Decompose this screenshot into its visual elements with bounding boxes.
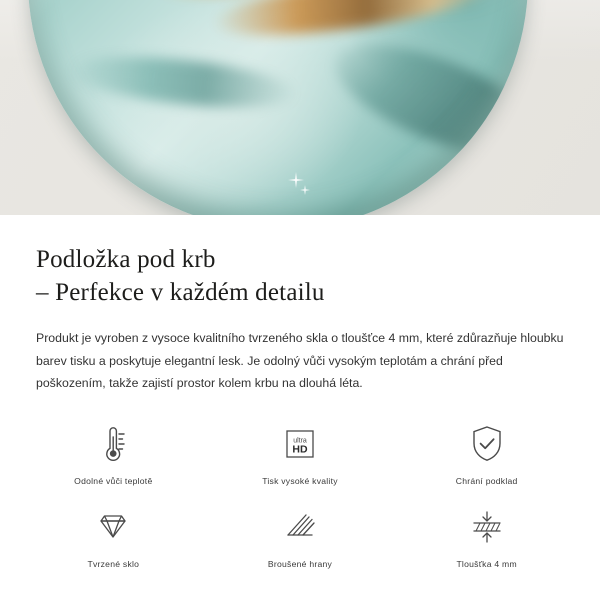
title-line-2: – Perfekce v každém detailu <box>36 279 325 306</box>
svg-text:HD: HD <box>292 443 308 456</box>
ultra-hd-icon <box>279 421 321 467</box>
feature-item-tempered-glass <box>20 504 207 569</box>
marble-teal-streak <box>321 22 528 179</box>
title-line-1: Podložka pod krb <box>36 246 216 273</box>
thermometer-icon <box>93 421 133 467</box>
feature-label: Chrání podklad <box>455 476 518 487</box>
feature-label: Broušené hrany <box>267 559 333 570</box>
diamond-icon <box>91 504 135 550</box>
svg-text:ultra: ultra <box>293 437 307 445</box>
feature-label: Odolné vůči teplotě <box>74 476 153 487</box>
marble-gold-streak <box>211 0 495 47</box>
marble-dark-ink <box>358 0 528 10</box>
shield-check-icon <box>467 421 507 467</box>
hero-image <box>0 0 600 215</box>
feature-list <box>0 421 600 569</box>
page-title <box>36 243 564 309</box>
feature-label: Tloušťka 4 mm <box>456 559 517 570</box>
text-content <box>0 215 600 395</box>
marble-gold-streak <box>144 0 452 15</box>
feature-label: Tisk vysoké kvality <box>262 476 338 487</box>
sparkle-icon <box>300 185 310 195</box>
polished-edges-icon <box>279 504 321 550</box>
feature-item-thickness <box>393 504 580 569</box>
feature-label: Tvrzené sklo <box>87 559 140 570</box>
description-paragraph: Produkt je vyroben z vysoce kvalitního tvrzeného skla o tloušťce 4 mm, které zdůrazňuje hloubku barev tisku a poskytuje elegantní lesk. Je odolný vůči vysokým teplotám a chrání před poškozením, takže zajistí prostor kolem krbu na dlouhá léta. <box>36 331 564 391</box>
marble-teal-streak <box>66 48 299 116</box>
feature-item-polished-edges <box>207 504 394 569</box>
feature-item-surface-protection <box>393 421 580 486</box>
feature-item-temperature <box>20 421 207 486</box>
feature-item-print-quality <box>207 421 394 486</box>
thickness-arrows-icon <box>465 504 509 550</box>
